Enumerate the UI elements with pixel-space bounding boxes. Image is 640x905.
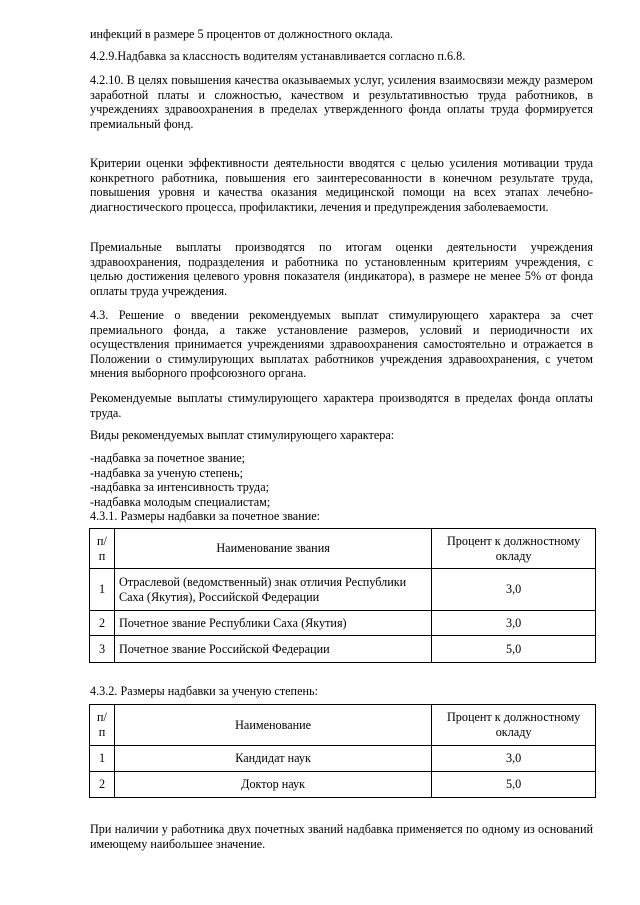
table-row bbox=[90, 636, 596, 663]
table-row bbox=[90, 569, 596, 611]
academic-degree-table bbox=[89, 704, 596, 798]
list-item: -надбавка за почетное звание; bbox=[90, 451, 246, 465]
table-cell: 2 bbox=[90, 772, 115, 798]
column-header: Процент к должностному окладу bbox=[432, 529, 596, 569]
heading-4-3-1: 4.3.1. Размеры надбавки за почетное звание: bbox=[90, 509, 321, 523]
table-row bbox=[90, 611, 596, 636]
table-cell: 3,0 bbox=[432, 569, 596, 611]
column-header: Наименование звания bbox=[114, 529, 431, 569]
table-cell: Почетное звание Российской Федерации bbox=[114, 636, 431, 663]
table-cell: 3,0 bbox=[432, 746, 596, 772]
table-cell: Отраслевой (ведомственный) знак отличия Республики Саха (Якутия), Российской Федерации bbox=[114, 569, 431, 611]
table-row bbox=[90, 772, 596, 798]
table-cell: Почетное звание Республики Саха (Якутия) bbox=[114, 611, 431, 636]
paragraph-4-2-10: 4.2.10. В целях повышения качества оказываемых услуг, усиления взаимосвязи между размером заработной платы и сложностью, качеством и результативностью труда работников, в учреждениях здравоохранения в пределах утвержденного фонда оплаты труда формируется премиальный фонд. bbox=[90, 73, 593, 131]
table-row bbox=[90, 746, 596, 772]
column-header: п/п bbox=[90, 529, 115, 569]
table-header-row bbox=[90, 705, 596, 746]
table-header-row bbox=[90, 529, 596, 569]
table-cell: 1 bbox=[90, 746, 115, 772]
list-item: -надбавка за ученую степень; bbox=[90, 465, 243, 480]
list-item: -надбавка молодым специалистам; bbox=[90, 494, 271, 509]
table-cell: 1 bbox=[90, 569, 115, 611]
paragraph-recommended: Рекомендуемые выплаты стимулирующего характера производятся в пределах фонда оплаты труда. bbox=[90, 391, 593, 420]
table-cell: 5,0 bbox=[432, 772, 596, 798]
paragraph-4-2-9: 4.2.9.Надбавка за классность водителям устанавливается согласно п.6.8. bbox=[90, 49, 466, 63]
paragraph-infections: инфекций в размере 5 процентов от должностного оклада. bbox=[90, 27, 394, 41]
honorary-title-table bbox=[89, 528, 596, 663]
table-cell: Кандидат наук bbox=[114, 746, 431, 772]
paragraph-4-3: 4.3. Решение о введении рекомендуемых выплат стимулирующего характера за счет премиального фонда, а также установление размеров, условий и периодичности их осуществления принимается учреждениями здравоохранения самостоятельно и отражается в Положении о стимулирующих выплатах работников учреждения здравоохранения, с учетом мнения выборного профсоюзного органа. bbox=[90, 308, 593, 381]
paragraph-types: Виды рекомендуемых выплат стимулирующего характера: bbox=[90, 428, 395, 442]
table-cell: 3 bbox=[90, 636, 115, 663]
paragraph-premium: Премиальные выплаты производятся по итогам оценки деятельности учреждения здравоохранения, подразделения и работника по установленным критериям учреждения, с целью достижения целевого уровня показателя (индикатора), в размере не менее 5% от фонда оплаты труда учреждения. bbox=[90, 240, 593, 298]
column-header: Процент к должностному окладу bbox=[432, 705, 596, 746]
table-cell: 5,0 bbox=[432, 636, 596, 663]
paragraph-two-titles: При наличии у работника двух почетных званий надбавка применяется по одному из оснований имеющему наибольшее значение. bbox=[90, 822, 593, 851]
table-cell: 3,0 bbox=[432, 611, 596, 636]
column-header: Наименование bbox=[114, 705, 431, 746]
allowance-list bbox=[90, 451, 593, 509]
table-cell: 2 bbox=[90, 611, 115, 636]
paragraph-criteria: Критерии оценки эффективности деятельности вводятся с целью усиления мотивации труда конкретного работника, повышения его заинтересованности в конечном результате труда, повышения уровня и качества оказания медицинской помощи на всех этапах лечебно-диагностического процесса, профилактики, лечения и предупреждения заболеваемости. bbox=[90, 156, 593, 214]
table-cell: Доктор наук bbox=[114, 772, 431, 798]
list-item: -надбавка за интенсивность труда; bbox=[90, 480, 269, 495]
column-header: п/п bbox=[90, 705, 115, 746]
heading-4-3-2: 4.3.2. Размеры надбавки за ученую степень: bbox=[90, 684, 318, 698]
